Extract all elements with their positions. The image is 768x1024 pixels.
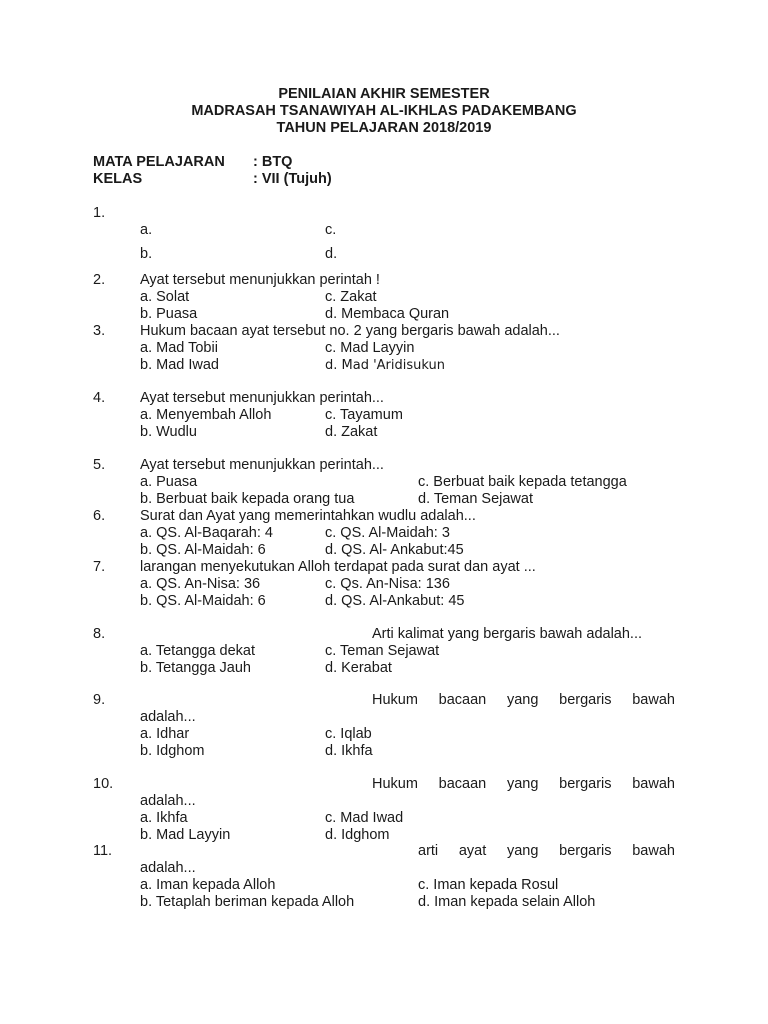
question-text [418, 843, 675, 860]
option-c: c. Iman kepada Rosul [418, 877, 559, 893]
question-text: Ayat tersebut menunjukkan perintah ! [140, 272, 380, 288]
question-text-continued: adalah... [140, 709, 196, 725]
question-word: Hukum [372, 776, 418, 792]
question-text: Arti kalimat yang bergaris bawah adalah... [372, 626, 643, 642]
question-number: 2. [93, 272, 106, 288]
question-number: 7. [93, 559, 106, 575]
option-d: d. QS. Al- Ankabut:45 [325, 542, 464, 558]
option-b: b. Mad Layyin [140, 827, 231, 843]
question-word: ayat [458, 843, 487, 859]
school-name: MADRASAH TSANAWIYAH AL-IKHLAS PADAKEMBANG [191, 103, 577, 119]
option-a: a. Solat [140, 289, 190, 305]
option-d: d. Iman kepada selain Alloh [418, 894, 596, 910]
question-number: 1. [93, 205, 106, 221]
option-b: b. [140, 246, 153, 262]
option-c: c. Berbuat baik kepada tetangga [418, 474, 627, 490]
question-text: larangan menyekutukan Alloh terdapat pada surat dan ayat ... [140, 559, 536, 575]
option-b: b. QS. Al-Maidah: 6 [140, 542, 266, 558]
question-word: bawah [632, 776, 675, 792]
option-a: a. [140, 222, 153, 238]
question-word: bawah [632, 843, 675, 859]
question-number: 9. [93, 692, 106, 708]
option-a: a. QS. Al-Baqarah: 4 [140, 525, 273, 541]
question-word: bacaan [438, 692, 487, 708]
question-number: 5. [93, 457, 106, 473]
option-d: d. Mad 'Aridisukun [325, 358, 445, 373]
option-b: b. Puasa [140, 306, 198, 322]
question-text: Surat dan Ayat yang memerintahkan wudlu adalah... [140, 508, 476, 524]
option-c: c. Mad Iwad [325, 810, 404, 826]
option-c: c. QS. Al-Maidah: 3 [325, 525, 450, 541]
option-a: a. Idhar [140, 726, 190, 742]
option-d: d. Zakat [325, 424, 378, 440]
subject-value: : BTQ [253, 154, 293, 170]
option-a: a. Mad Tobii [140, 340, 218, 356]
question-text: Ayat tersebut menunjukkan perintah... [140, 390, 384, 406]
question-text [372, 692, 675, 709]
question-word: Hukum [372, 692, 418, 708]
option-d: d. QS. Al-Ankabut: 45 [325, 593, 465, 609]
question-number: 4. [93, 390, 106, 406]
question-text [372, 776, 675, 793]
option-b: b. Mad Iwad [140, 357, 219, 373]
question-number: 8. [93, 626, 106, 642]
option-d: d. [325, 246, 338, 262]
option-c: c. Teman Sejawat [325, 643, 440, 659]
question-word: yang [506, 692, 539, 708]
option-c: c. [325, 222, 337, 238]
question-number: 6. [93, 508, 106, 524]
subject-label: MATA PELAJARAN [93, 154, 225, 170]
option-d: d. Kerabat [325, 660, 392, 676]
option-d: d. Idghom [325, 827, 390, 843]
option-d: d. Teman Sejawat [418, 491, 533, 507]
question-text-continued: adalah... [140, 860, 196, 876]
option-b: b. Tetaplah beriman kepada Alloh [140, 894, 355, 910]
option-a: a. Tetangga dekat [140, 643, 256, 659]
question-word: yang [506, 776, 539, 792]
option-b: b. Tetangga Jauh [140, 660, 251, 676]
option-c: c. Zakat [325, 289, 377, 305]
question-word: bergaris [559, 776, 612, 792]
option-c: c. Mad Layyin [325, 340, 415, 356]
option-c: c. Iqlab [325, 726, 372, 742]
option-a: a. Iman kepada Alloh [140, 877, 276, 893]
option-d: d. Membaca Quran [325, 306, 450, 322]
option-a: a. Ikhfa [140, 810, 188, 826]
class-value: : VII (Tujuh) [253, 171, 332, 187]
question-number: 10. [93, 776, 114, 792]
option-a: a. QS. An-Nisa: 36 [140, 576, 261, 592]
question-word: bacaan [438, 776, 487, 792]
question-number: 3. [93, 323, 106, 339]
question-text: Ayat tersebut menunjukkan perintah... [140, 457, 384, 473]
question-word: arti [418, 843, 439, 859]
option-c: c. Qs. An-Nisa: 136 [325, 576, 450, 592]
question-word: bergaris [559, 692, 612, 708]
option-a: a. Puasa [140, 474, 198, 490]
question-text: Hukum bacaan ayat tersebut no. 2 yang bergaris bawah adalah... [140, 323, 560, 339]
exam-title: PENILAIAN AKHIR SEMESTER [278, 86, 490, 102]
option-b: b. Idghom [140, 743, 205, 759]
option-c: c. Tayamum [325, 407, 403, 423]
question-word: bawah [632, 692, 675, 708]
option-b: b. Berbuat baik kepada orang tua [140, 491, 355, 507]
academic-year: TAHUN PELAJARAN 2018/2019 [276, 120, 492, 136]
option-b: b. Wudlu [140, 424, 197, 440]
question-number: 11. [93, 843, 113, 859]
class-label: KELAS [93, 171, 143, 187]
question-word: bergaris [559, 843, 612, 859]
option-b: b. QS. Al-Maidah: 6 [140, 593, 266, 609]
question-text-continued: adalah... [140, 793, 196, 809]
option-a: a. Menyembah Alloh [140, 407, 272, 423]
question-word: yang [506, 843, 539, 859]
option-d: d. Ikhfa [325, 743, 373, 759]
